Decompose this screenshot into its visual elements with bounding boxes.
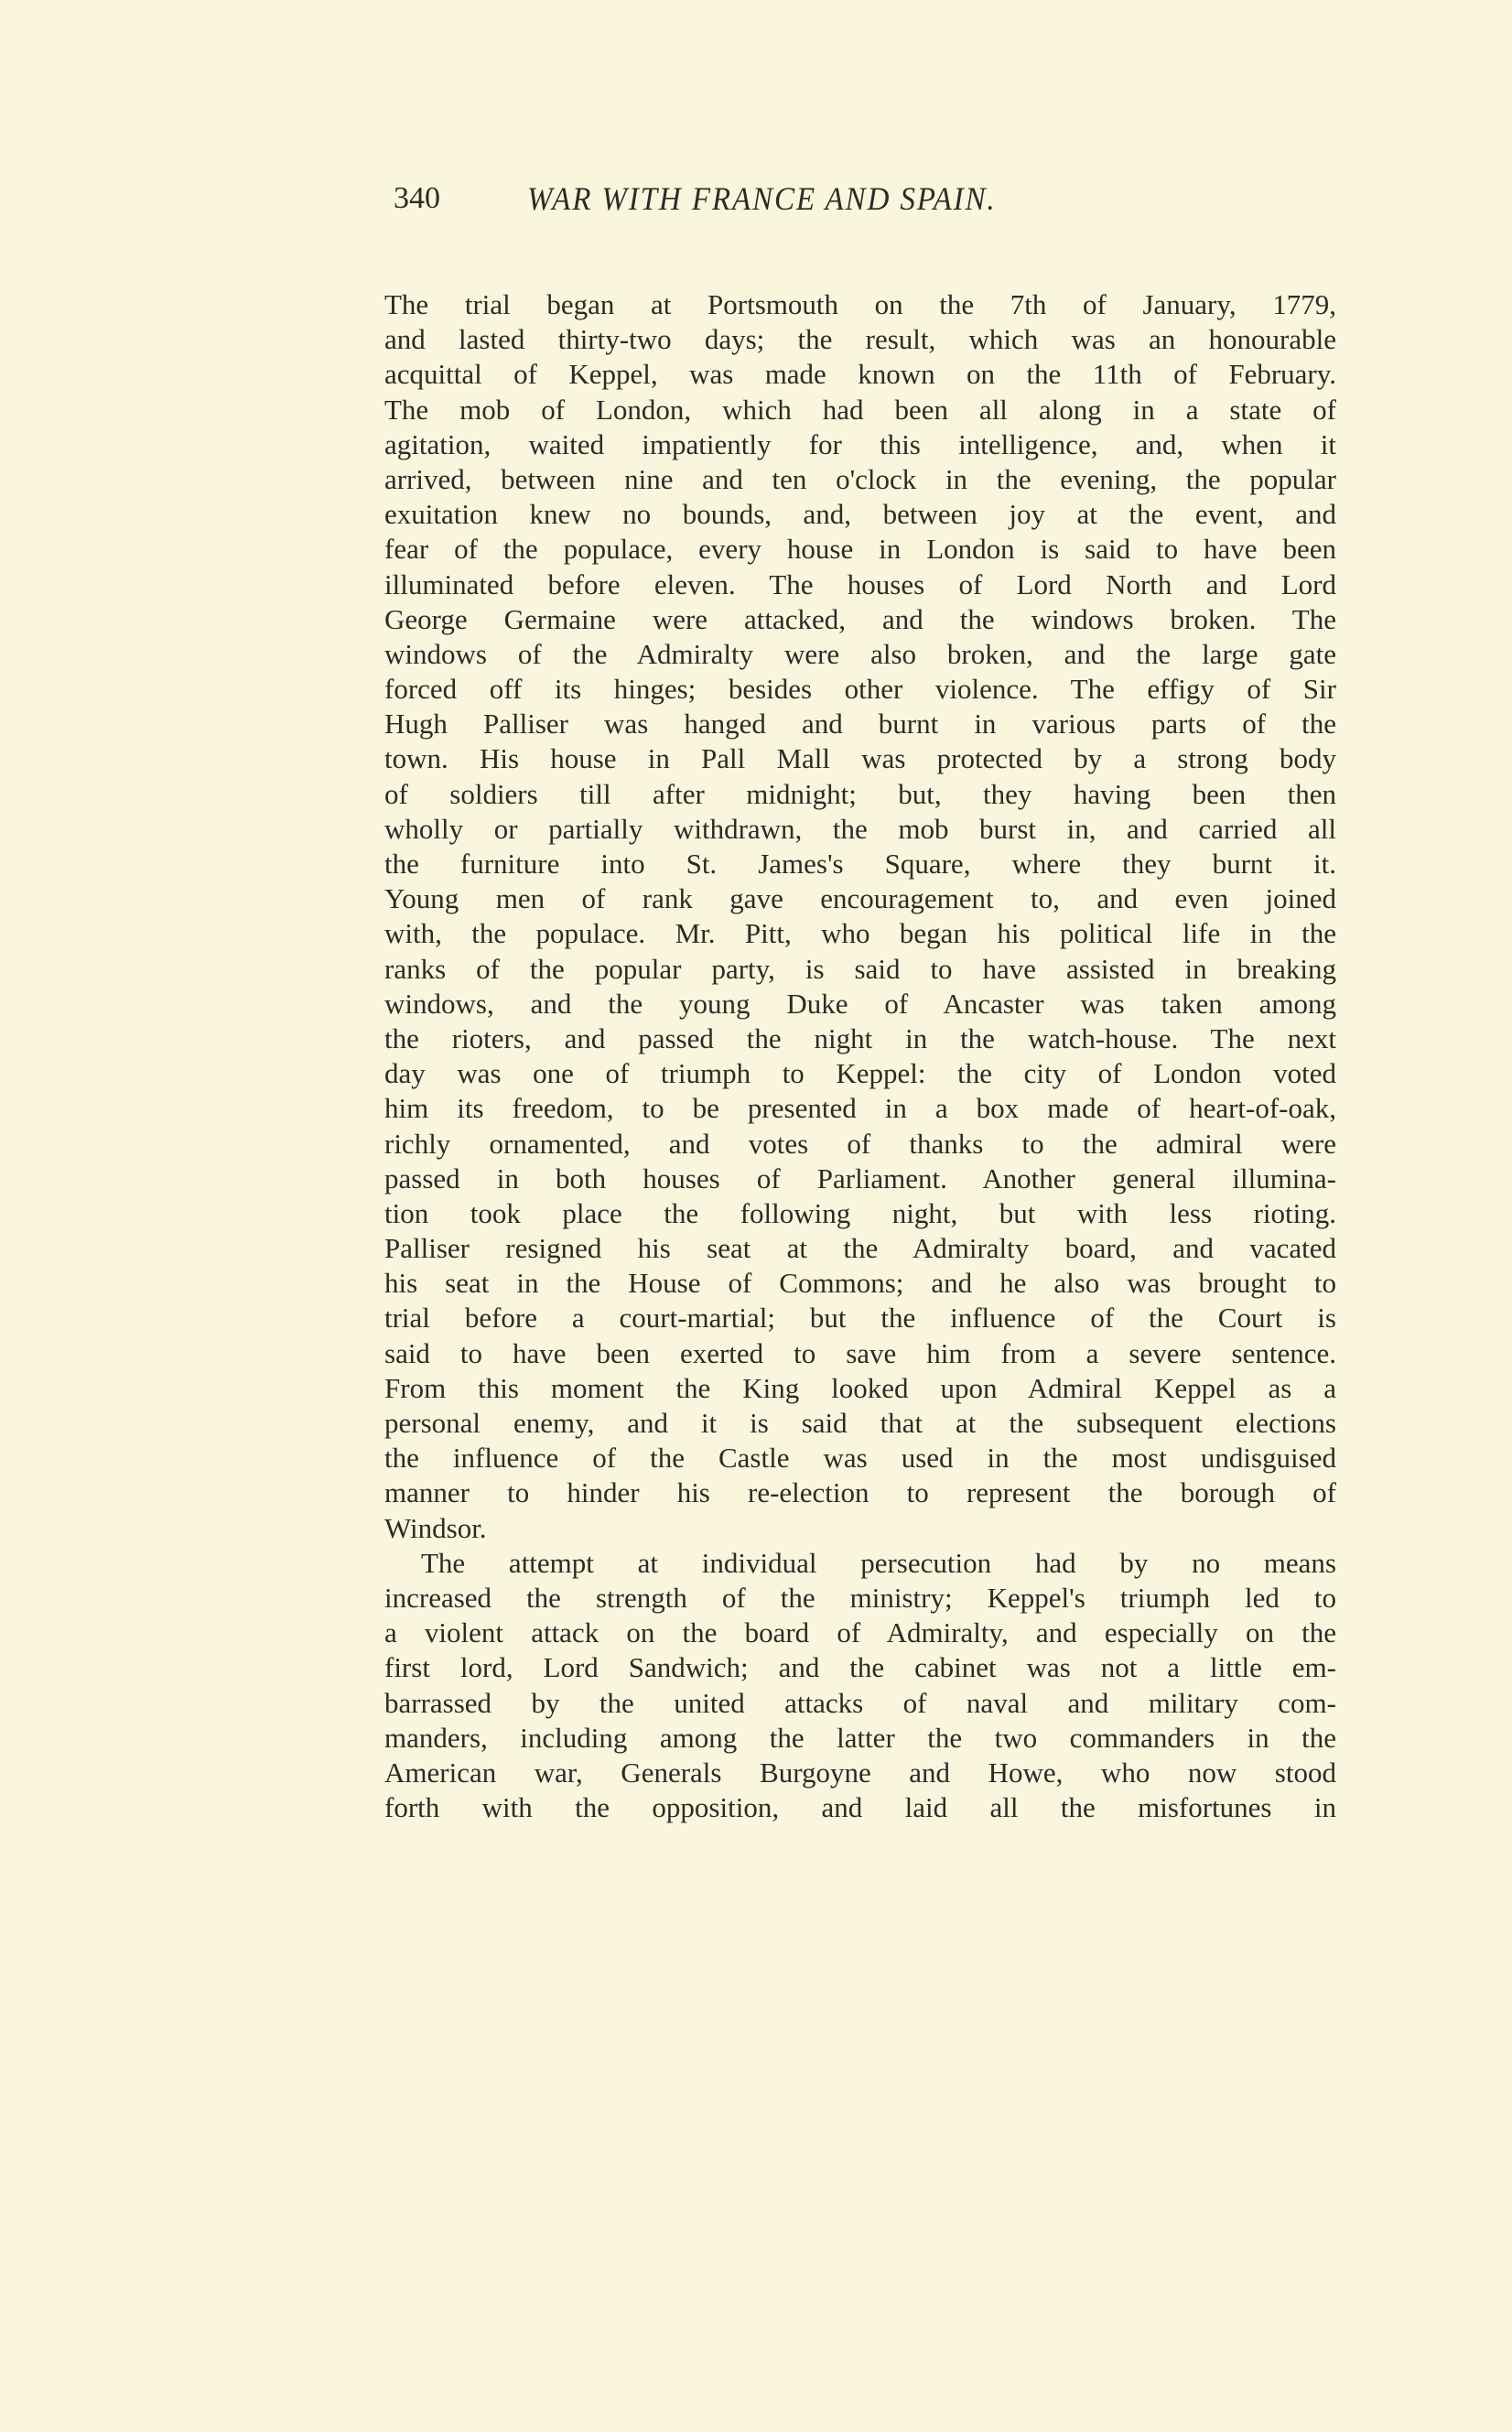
text-line: manner to hinder his re-election to represent the borough of (384, 1476, 1336, 1509)
running-title: WAR WITH FRANCE AND SPAIN. (527, 180, 997, 217)
text-line: From this moment the King looked upon Admiral Keppel as a (384, 1371, 1336, 1404)
text-line: The mob of London, which had been all along in a state of (384, 393, 1336, 426)
text-line: Hugh Palliser was hanged and burnt in various parts of the (384, 708, 1336, 740)
text-line: barrassed by the united attacks of naval and military com- (384, 1686, 1336, 1719)
text-line: agitation, waited impatiently for this intelligence, and, when it (384, 427, 1336, 460)
text-line: forth with the opposition, and laid all the misfortunes in (384, 1791, 1336, 1824)
text-line: Palliser resigned his seat at the Admiralty board, and vacated (384, 1232, 1336, 1265)
text-line: arrived, between nine and ten o'clock in the evening, the popular (384, 462, 1336, 495)
text-line: The attempt at individual persecution had by no means (421, 1546, 1336, 1579)
text-line: American war, Generals Burgoyne and Howe, who now stood (384, 1756, 1336, 1789)
text-line: a violent attack on the board of Admiralty, and especially on the (384, 1616, 1336, 1649)
text-line: Young men of rank gave encouragement to, and even joined (384, 882, 1336, 915)
text-line: personal enemy, and it is said that at the subsequent elections (384, 1407, 1336, 1439)
text-line: of soldiers till after midnight; but, they having been then (384, 777, 1336, 810)
text-line: forced off its hinges; besides other violence. The effigy of Sir (384, 673, 1336, 706)
text-line: town. His house in Pall Mall was protected by a strong body (384, 742, 1336, 775)
text-line: said to have been exerted to save him from a severe sentence. (384, 1336, 1336, 1369)
text-line: first lord, Lord Sandwich; and the cabinet was not a little em- (384, 1651, 1336, 1684)
text-line: illuminated before eleven. The houses of Lord North and Lord (384, 567, 1336, 600)
text-line: fear of the populace, every house in London is said to have been (384, 533, 1336, 566)
text-line: richly ornamented, and votes of thanks to the admiral were (384, 1127, 1336, 1160)
page-number: 340 (394, 181, 440, 215)
text-line: Windsor. (384, 1511, 487, 1544)
text-line: windows of the Admiralty were also broken, and the large gate (384, 637, 1336, 670)
text-line: ranks of the popular party, is said to have assisted in breaking (384, 952, 1336, 985)
text-line: manders, including among the latter the two commanders in the (384, 1721, 1336, 1754)
text-line: trial before a court-martial; but the influence of the Court is (384, 1302, 1336, 1335)
text-line: increased the strength of the ministry; Keppel's triumph led to (384, 1581, 1336, 1614)
text-line: the rioters, and passed the night in the watch-house. The next (384, 1021, 1336, 1054)
body-text (384, 287, 1336, 1825)
text-line: The trial began at Portsmouth on the 7th of January, 1779, (384, 288, 1336, 320)
text-line: him its freedom, to be presented in a box made of heart-of-oak, (384, 1092, 1336, 1125)
text-line: George Germaine were attacked, and the windows broken. The (384, 602, 1336, 635)
text-line: exuitation knew no bounds, and, between joy at the event, and (384, 498, 1336, 531)
text-line: windows, and the young Duke of Ancaster was taken among (384, 987, 1336, 1020)
text-line: tion took place the following night, but with less rioting. (384, 1196, 1336, 1229)
text-line: wholly or partially withdrawn, the mob burst in, and carried all (384, 812, 1336, 845)
text-line: and lasted thirty-two days; the result, which was an honourable (384, 323, 1336, 356)
text-line: passed in both houses of Parliament. Another general illumina- (384, 1162, 1336, 1194)
text-line: acquittal of Keppel, was made known on the 11th of February. (384, 358, 1336, 391)
text-line: his seat in the House of Commons; and he also was brought to (384, 1267, 1336, 1300)
text-line: with, the populace. Mr. Pitt, who began his political life in the (384, 917, 1336, 950)
text-line: the influence of the Castle was used in the most undisguised (384, 1442, 1336, 1475)
text-line: the furniture into St. James's Square, where they burnt it. (384, 848, 1336, 880)
text-line: day was one of triumph to Keppel: the city of London voted (384, 1057, 1336, 1090)
